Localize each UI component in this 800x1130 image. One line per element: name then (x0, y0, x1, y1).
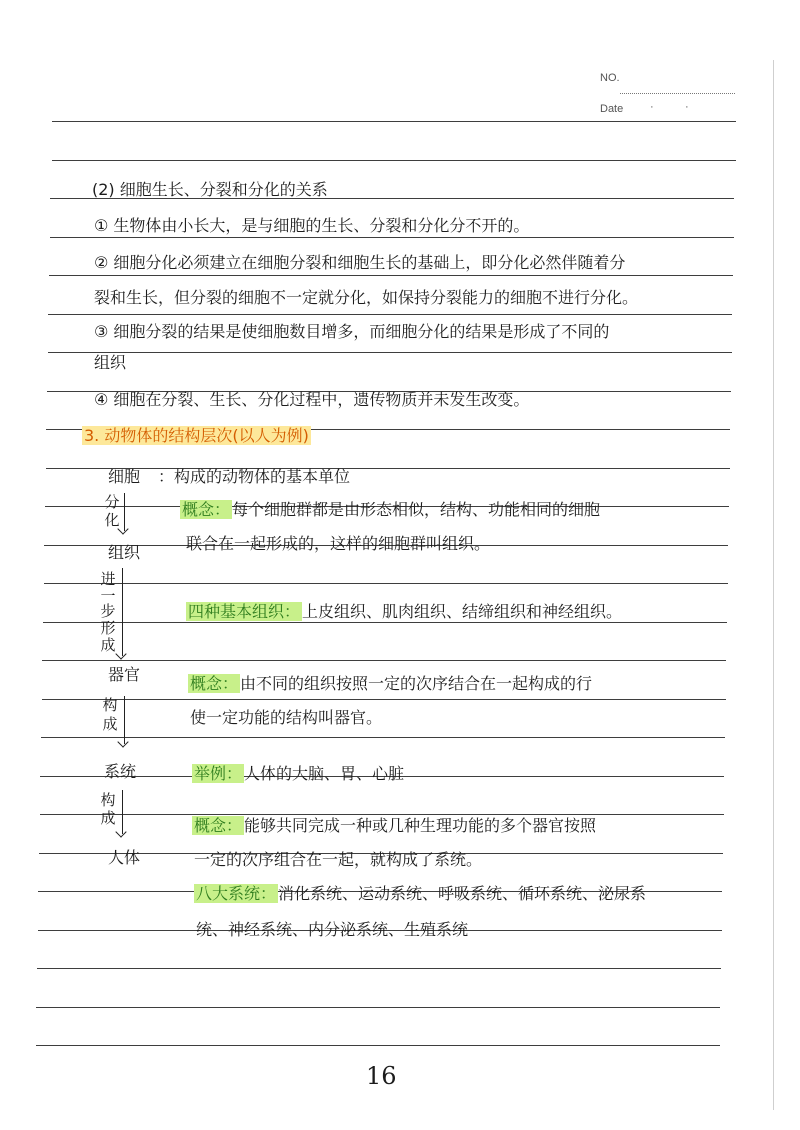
section-2-point-3-cont: 组织 (94, 353, 127, 372)
date-dot: · (650, 101, 654, 113)
ruled-line (52, 121, 736, 122)
arrow-2-char: 步 (100, 602, 116, 620)
tissue-concept (180, 500, 600, 520)
ruled-line (40, 814, 724, 815)
organ-concept-term: 概念： (190, 674, 239, 693)
system-example-text: 人体的大脑、胃、心脏 (244, 764, 405, 783)
ruled-line (44, 583, 728, 584)
arrow-2-char: 进 (100, 570, 116, 588)
ruled-line (50, 237, 734, 238)
ruled-line (43, 622, 727, 623)
ruled-line (42, 660, 726, 661)
ruled-line (49, 275, 733, 276)
ruled-line (36, 1007, 720, 1008)
section-2-point-4: ④ 细胞在分裂、生长、分化过程中，遗传物质并未发生改变。 (94, 390, 530, 409)
cell-description: ：构成的动物体的基本单位 (158, 467, 351, 486)
ruled-line (46, 468, 730, 469)
cell-label: 细胞 (108, 467, 141, 486)
arrow-3-char: 构 (102, 696, 118, 714)
arrow-down-icon (122, 568, 123, 656)
section-2-point-1: ① 生物体由小长大，是与细胞的生长、分裂和分化分不开的。 (94, 216, 530, 235)
system-concept-cont: 一定的次序组合在一起，就构成了系统。 (194, 850, 483, 869)
ruled-line (42, 699, 726, 700)
tissue-label: 组织 (108, 543, 141, 562)
arrow-1-char: 化 (104, 511, 120, 529)
eight-systems-term: 八大系统： (196, 884, 277, 903)
ruled-line (52, 160, 736, 161)
ruled-line (48, 352, 732, 353)
tissue-types-text: 上皮组织、肌肉组织、结缔组织和神经组织。 (302, 602, 623, 621)
human-body-label: 人体 (108, 848, 141, 867)
system-concept-text: 能够共同完成一种或几种生理功能的多个器官按照 (244, 816, 597, 835)
ruled-line (48, 314, 732, 315)
system-label: 系统 (104, 762, 137, 781)
system-example (192, 764, 404, 784)
organ-concept-cont: 使一定功能的结构叫器官。 (190, 708, 383, 727)
arrow-4-char: 成 (100, 809, 116, 827)
tissue-types (186, 602, 622, 622)
eight-systems-text: 消化系统、运动系统、呼吸系统、循环系统、泌尿系 (278, 884, 647, 903)
section-3-title (82, 426, 311, 446)
date-label: Date (600, 103, 624, 115)
tissue-concept-text: 每个细胞群都是由形态相似，结构、功能相同的细胞 (232, 500, 601, 519)
arrow-down-icon (124, 696, 125, 744)
section-2-point-2: ② 细胞分化必须建立在细胞分裂和细胞生长的基础上，即分化必然伴随着分 (94, 253, 626, 272)
arrow-1-char: 分 (104, 493, 120, 511)
organ-concept (188, 674, 592, 694)
section-2-point-3: ③ 细胞分裂的结果是使细胞数目增多，而细胞分化的结果是形成了不同的 (94, 322, 610, 341)
no-dotted-line (620, 93, 735, 94)
arrow-2-char: 一 (100, 587, 116, 605)
system-concept-term: 概念： (194, 816, 243, 835)
arrow-4-char: 构 (100, 791, 116, 809)
ruled-line (36, 1045, 720, 1046)
eight-systems (194, 884, 646, 904)
tissue-types-term: 四种基本组织： (188, 602, 301, 621)
eight-systems-cont: 统、神经系统、内分泌系统、生殖系统 (196, 920, 469, 939)
system-concept (192, 816, 596, 836)
section-2-point-2-cont: 裂和生长，但分裂的细胞不一定就分化，如保持分裂能力的细胞不进行分化。 (94, 288, 639, 307)
page-number: 16 (366, 1062, 397, 1090)
organ-concept-text: 由不同的组织按照一定的次序结合在一起构成的行 (240, 674, 593, 693)
tissue-concept-cont: 联合在一起形成的，这样的细胞群叫组织。 (186, 534, 491, 553)
organ-label: 器官 (108, 665, 141, 684)
arrow-3-char: 成 (102, 715, 118, 733)
date-dot: · (685, 101, 689, 113)
system-example-term: 举例： (194, 764, 243, 783)
tissue-concept-term: 概念： (182, 500, 231, 519)
ruled-line (37, 968, 721, 969)
arrow-2-char: 形 (100, 619, 116, 637)
arrow-down-icon (122, 790, 123, 834)
section-3-title-text: 3. 动物体的结构层次(以人为例) (84, 426, 309, 445)
ruled-line (41, 737, 725, 738)
section-2-title: (2) 细胞生长、分裂和分化的关系 (92, 180, 328, 199)
page-edge (773, 60, 774, 1110)
no-label: NO. (600, 72, 620, 84)
arrow-down-icon (124, 493, 125, 531)
arrow-2-char: 成 (100, 636, 116, 654)
